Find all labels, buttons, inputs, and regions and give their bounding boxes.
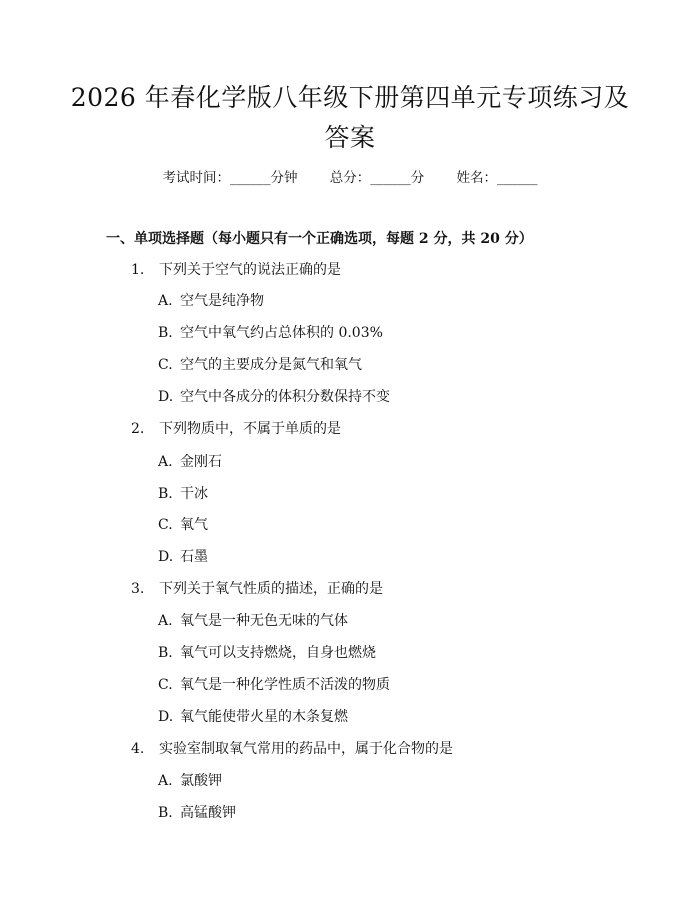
option-letter: A.: [158, 773, 173, 789]
option-text: 空气是纯净物: [180, 293, 264, 309]
section-title: 一、单项选择题（每小题只有一个正确选项，每题 2 分，共 20 分）: [106, 231, 533, 247]
option-text: 氧气可以支持燃烧，自身也燃烧: [180, 645, 376, 661]
option-item: [158, 355, 362, 375]
option-item: [158, 452, 222, 472]
option-letter: B.: [158, 805, 173, 821]
option-item: [158, 707, 348, 727]
option-letter: D.: [158, 709, 174, 725]
question-text: 实验室制取氧气常用的药品中，属于化合物的是: [159, 741, 453, 757]
option-text: 氧气是一种无色无味的气体: [180, 613, 348, 629]
option-item: [158, 323, 383, 343]
option-text: 氯酸钾: [180, 773, 222, 789]
option-letter: A.: [158, 454, 173, 470]
option-letter: A.: [158, 613, 173, 629]
option-letter: B.: [158, 486, 173, 502]
option-item: [158, 803, 236, 823]
option-text: 氧气能使带火星的木条复燃: [180, 709, 348, 725]
question-item: [131, 739, 453, 759]
question-item: [131, 419, 341, 439]
option-text: 氧气: [180, 517, 208, 533]
option-text: 金刚石: [180, 454, 222, 470]
question-item: [131, 579, 383, 599]
option-text: 空气中氧气约占总体积的 0.03%: [180, 325, 383, 341]
option-letter: C.: [158, 677, 173, 693]
option-letter: C.: [158, 517, 173, 533]
question-number: 3.: [131, 581, 145, 597]
option-item: [158, 771, 222, 791]
option-text: 高锰酸钾: [180, 805, 236, 821]
exam-meta: [0, 168, 700, 188]
option-letter: D.: [158, 549, 174, 565]
question-number: 2.: [131, 421, 145, 437]
option-item: [158, 484, 208, 504]
question-number: 4.: [131, 741, 145, 757]
document-title: 2026 年春化学版八年级下册第四单元专项练习及答案: [70, 83, 630, 152]
option-text: 氧气是一种化学性质不活泼的物质: [180, 677, 390, 693]
option-letter: D.: [158, 389, 174, 405]
question-text: 下列物质中，不属于单质的是: [159, 421, 341, 437]
option-text: 石墨: [180, 549, 208, 565]
question-text: 下列关于空气的说法正确的是: [159, 262, 341, 278]
option-item: [158, 547, 208, 567]
option-letter: B.: [158, 645, 173, 661]
exam-time-field: 考试时间：______分钟: [162, 170, 298, 186]
total-score-field: 总分：______分: [329, 170, 425, 186]
option-item: [158, 675, 390, 695]
question-item: [131, 260, 341, 280]
option-letter: C.: [158, 357, 173, 373]
option-item: [158, 387, 390, 407]
option-item: [158, 611, 348, 631]
option-letter: B.: [158, 325, 173, 341]
option-item: [158, 291, 264, 311]
option-text: 空气的主要成分是氮气和氧气: [180, 357, 362, 373]
question-number: 1.: [131, 262, 145, 278]
option-letter: A.: [158, 293, 173, 309]
student-name-field: 姓名：______: [456, 170, 538, 186]
option-text: 干冰: [180, 486, 208, 502]
option-item: [158, 515, 208, 535]
question-text: 下列关于氧气性质的描述，正确的是: [159, 581, 383, 597]
option-item: [158, 643, 376, 663]
option-text: 空气中各成分的体积分数保持不变: [180, 389, 390, 405]
